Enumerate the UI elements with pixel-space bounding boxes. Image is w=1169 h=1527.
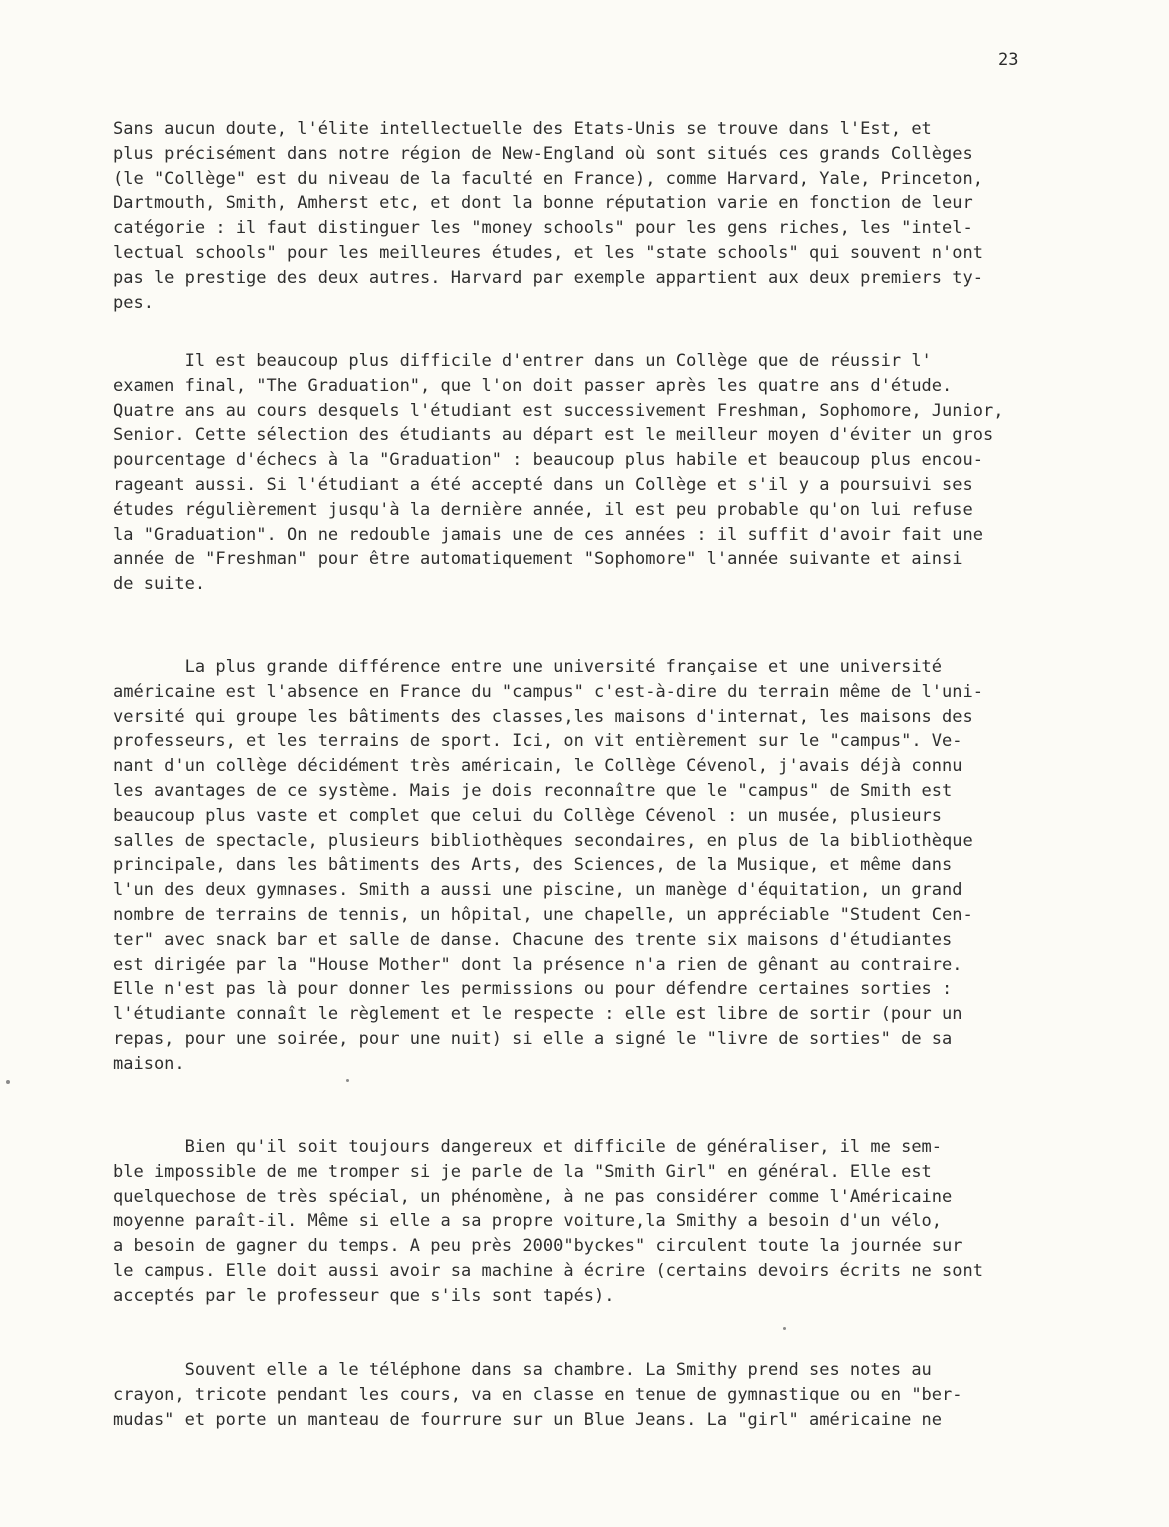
text-line: nant d'un collège décidément très américain, le Collège Cévenol, j'avais déjà connu [113, 756, 963, 777]
page-number: 23 [998, 50, 1019, 70]
paragraph-5 [113, 1358, 1143, 1432]
text-line: versité qui groupe les bâtiments des classes,les maisons d'internat, les maisons des [113, 706, 973, 727]
text-line: pourcentage d'échecs à la "Graduation" : beaucoup plus habile et beaucoup plus encou- [113, 450, 983, 471]
text-line: Elle n'est pas là pour donner les permissions ou pour défendre certaines sorties : [113, 979, 953, 1000]
text-line: études régulièrement jusqu'à la dernière année, il est peu probable qu'on lui refuse [113, 499, 973, 520]
text-line: quelquechose de très spécial, un phénomène, à ne pas considérer comme l'Américaine [113, 1186, 953, 1207]
text-line: (le "Collège" est du niveau de la faculté en France), comme Harvard, Yale, Princeton, [113, 168, 983, 189]
text-line: pes. [113, 292, 154, 313]
text-line: ter" avec snack bar et salle de danse. Chacune des trente six maisons d'étudiantes [113, 929, 953, 950]
text-line: Bien qu'il soit toujours dangereux et difficile de généraliser, il me sem- [113, 1137, 943, 1157]
paper-speck [783, 1327, 786, 1330]
text-line: est dirigée par la "House Mother" dont la présence n'a rien de gênant au contraire. [113, 954, 963, 975]
text-line: l'étudiante connaît le règlement et le respecte : elle est libre de sortir (pour un [113, 1004, 963, 1025]
text-line: année de "Freshman" pour être automatiquement "Sophomore" l'année suivante et ainsi [113, 549, 963, 570]
text-line: Senior. Cette sélection des étudiants au départ est le meilleur moyen d'éviter un gros [113, 425, 994, 446]
text-line: pas le prestige des deux autres. Harvard par exemple appartient aux deux premiers ty- [113, 267, 983, 288]
text-line: moyenne paraît-il. Même si elle a sa propre voiture,la Smithy a besoin d'un vélo, [113, 1211, 943, 1232]
text-line: repas, pour une soirée, pour une nuit) si elle a signé le "livre de sorties" de sa [113, 1028, 953, 1049]
text-line: crayon, tricote pendant les cours, va en classe en tenue de gymnastique ou en "ber- [113, 1384, 963, 1405]
text-line: maison. [113, 1053, 185, 1074]
text-line: la "Graduation". On ne redouble jamais une de ces années : il suffit d'avoir fait une [113, 524, 983, 545]
text-line: mudas" et porte un manteau de fourrure sur un Blue Jeans. La "girl" américaine ne [113, 1409, 943, 1430]
paragraph-4 [113, 1135, 1143, 1309]
text-line: ble impossible de me tromper si je parle de la "Smith Girl" en général. Elle est [113, 1161, 932, 1182]
text-line: nombre de terrains de tennis, un hôpital, une chapelle, un appréciable "Student Cen- [113, 904, 973, 925]
text-line: acceptés par le professeur que s'ils sont tapés). [113, 1285, 615, 1306]
paper-speck [6, 1080, 10, 1084]
text-line: professeurs, et les terrains de sport. Ici, on vit entièrement sur le "campus". Ve- [113, 731, 963, 752]
paragraph-2 [113, 349, 1143, 597]
paragraph-1 [113, 117, 1143, 315]
text-line: beaucoup plus vaste et complet que celui du Collège Cévenol : un musée, plusieurs [113, 805, 943, 826]
text-line: Sans aucun doute, l'élite intellectuelle des Etats-Unis se trouve dans l'Est, et [113, 119, 932, 139]
text-line: salles de spectacle, plusieurs bibliothèques secondaires, en plus de la bibliothèque [113, 830, 973, 851]
text-line: Quatre ans au cours desquels l'étudiant est successivement Freshman, Sophomore, Junior, [113, 400, 1004, 421]
text-line: a besoin de gagner du temps. A peu près 2000"byckes" circulent toute la journée sur [113, 1236, 963, 1257]
text-line: de suite. [113, 574, 206, 595]
text-line: l'un des deux gymnases. Smith a aussi une piscine, un manège d'équitation, un grand [113, 880, 963, 901]
text-line: La plus grande différence entre une université française et une université [113, 657, 943, 677]
text-line: lectual schools" pour les meilleures études, et les "state schools" qui souvent n'ont [113, 242, 983, 263]
paragraph-3 [113, 655, 1143, 1077]
text-line: principale, dans les bâtiments des Arts, des Sciences, de la Musique, et même dans [113, 855, 953, 876]
text-line: examen final, "The Graduation", que l'on doit passer après les quatre ans d'étude. [113, 375, 953, 396]
text-line: plus précisément dans notre région de New-England où sont situés ces grands Collèges [113, 143, 973, 164]
text-line: Dartmouth, Smith, Amherst etc, et dont la bonne réputation varie en fonction de leur [113, 193, 973, 214]
paper-speck [346, 1079, 349, 1082]
text-line: Il est beaucoup plus difficile d'entrer dans un Collège que de réussir l' [113, 351, 932, 371]
text-line: américaine est l'absence en France du "campus" c'est-à-dire du terrain même de l'uni- [113, 681, 983, 702]
text-line: rageant aussi. Si l'étudiant a été accepté dans un Collège et s'il y a poursuivi ses [113, 474, 973, 495]
text-line: les avantages de ce système. Mais je dois reconnaître que le "campus" de Smith est [113, 780, 953, 801]
text-line: catégorie : il faut distinguer les "money schools" pour les gens riches, les "intel- [113, 218, 973, 239]
text-line: Souvent elle a le téléphone dans sa chambre. La Smithy prend ses notes au [113, 1360, 932, 1380]
text-line: le campus. Elle doit aussi avoir sa machine à écrire (certains devoirs écrits ne sont [113, 1260, 983, 1281]
